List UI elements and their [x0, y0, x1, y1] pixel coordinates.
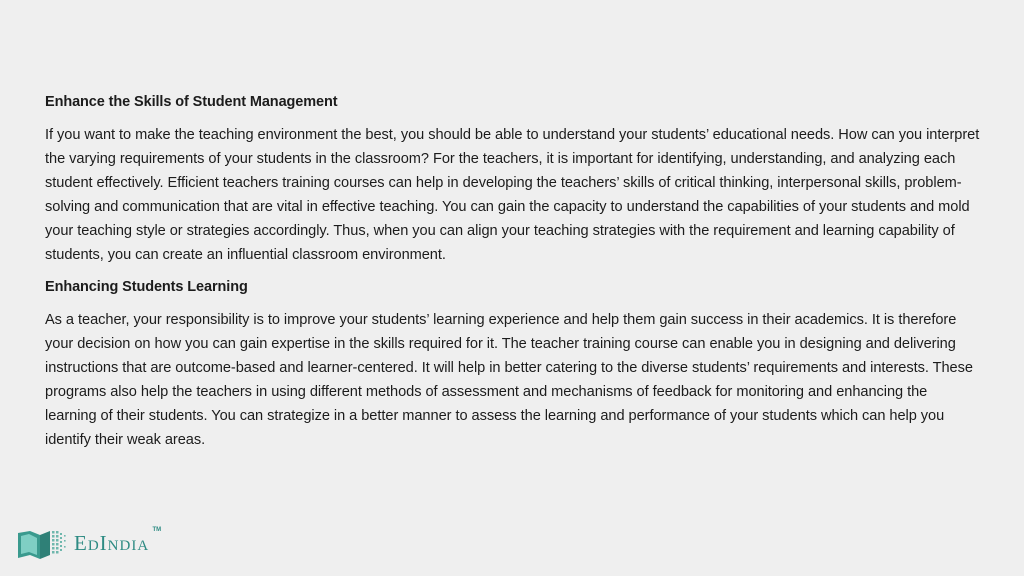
book-logo-icon: [16, 525, 68, 561]
logo-wordmark: [74, 526, 162, 556]
logo-trademark: TM: [152, 526, 162, 533]
document-body: [45, 92, 980, 463]
section-paragraph-students-learning: As a teacher, your responsibility is to improve your students’ learning experience and help them gain success in their academics. It is therefore your decision on how you can gain expertise in the skills required for it. The teacher training course can enable you in designing and delivering instructions that are outcome-based and learner-centered. It will help in better catering to the diverse students’ requirements and interests. These programs also help the teachers in using different methods of assessment and mechanisms of feedback for monitoring and enhancing the learning of their students. You can strategize in a better manner to assess the learning and performance of your students which can help you identify their weak areas.: [45, 312, 973, 448]
section-heading-student-management: Enhance the Skills of Student Management: [45, 94, 338, 110]
section-heading-students-learning: Enhancing Students Learning: [45, 279, 248, 296]
section-paragraph-student-management: If you want to make the teaching environment the best, you should be able to understand your students’ educational needs. How can you interpret the varying requirements of your students in the classroom? For the teachers, it is important for identifying, understanding, and analyzing each student effectively. Efficient teachers training courses can help in developing the teachers’ skills of critical thinking, interpersonal skills, problem-solving and communication that are vital in effective teaching. You can gain the capacity to understand the capabilities of your students and mold your teaching style or strategies accordingly. Thus, when you can align your teaching strategies with the requirement and learning capability of students, you can create an influential classroom environment.: [45, 127, 980, 263]
logo-wordmark-text: EdIndia: [74, 530, 150, 555]
edindia-logo: [16, 524, 162, 562]
